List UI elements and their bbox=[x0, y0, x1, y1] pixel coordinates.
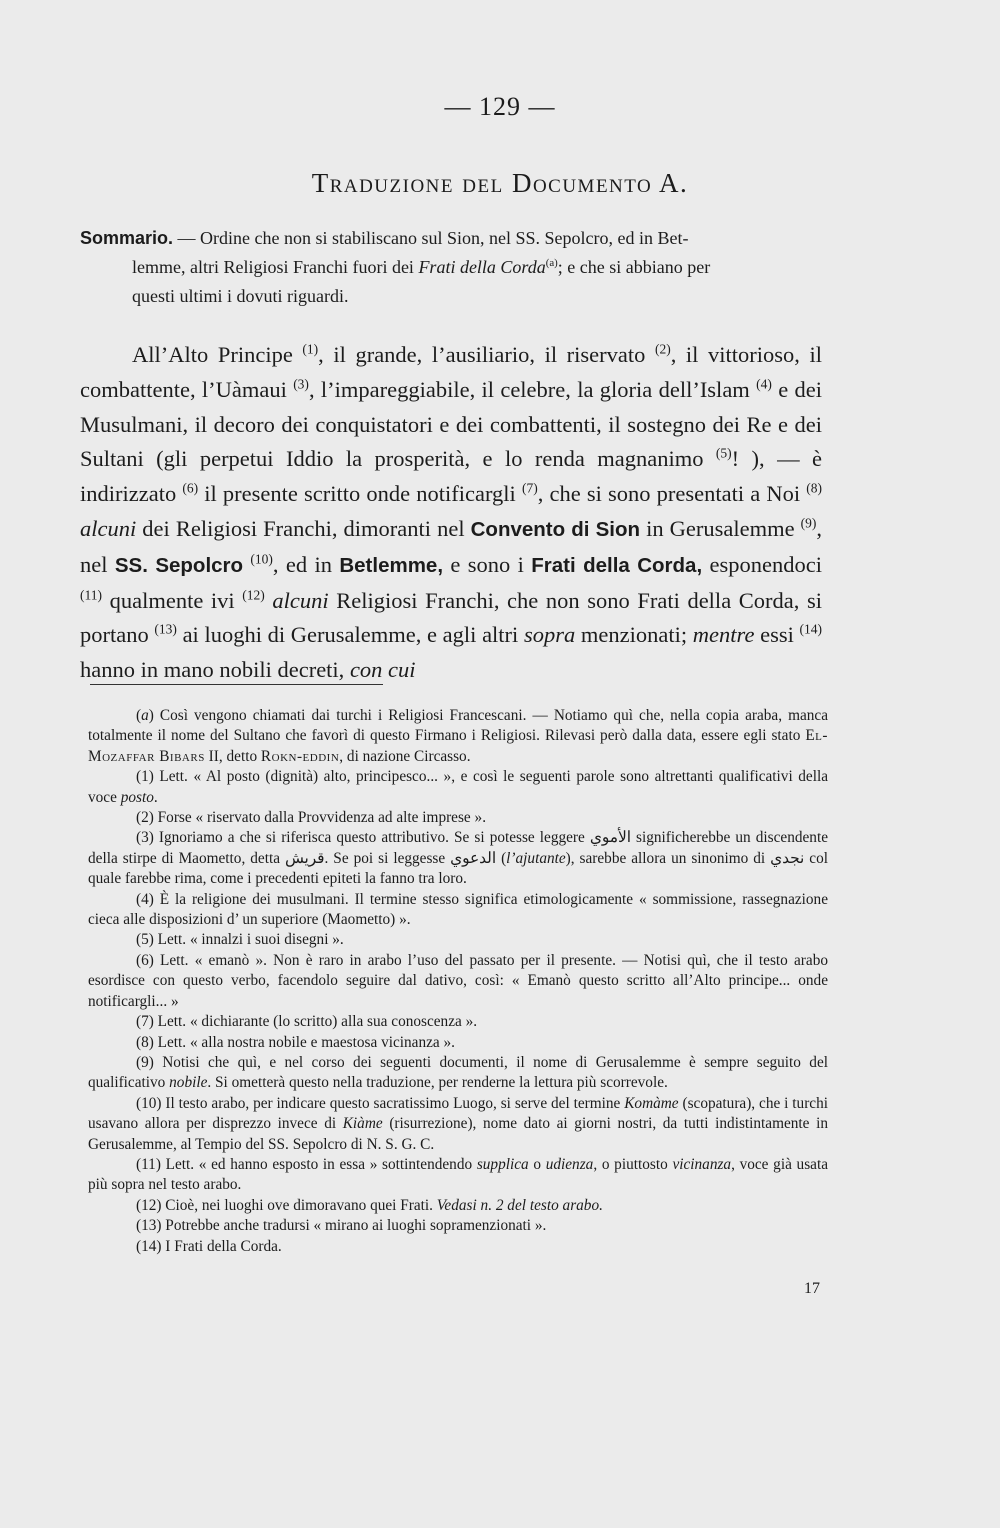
smallcaps-name: El-Mozaffar Bibars bbox=[88, 727, 828, 765]
text-run: in Gerusalemme bbox=[640, 515, 801, 541]
text-run: e sono i bbox=[443, 551, 532, 577]
text-run: (10) Il testo arabo, per indicare questo sacratissimo Luogo, si serve del termine bbox=[136, 1094, 625, 1112]
main-text bbox=[80, 338, 822, 688]
footnotes bbox=[88, 706, 828, 1257]
footnote bbox=[88, 1012, 828, 1032]
text-run: ( bbox=[136, 707, 142, 724]
footnote bbox=[88, 828, 828, 889]
text-run: essi bbox=[754, 622, 800, 648]
text-run: All’Alto Principe bbox=[132, 342, 303, 367]
text-run: (12) Cioè, nei luoghi ove dimoravano quei Frati. bbox=[136, 1196, 437, 1214]
footnote-ref: (1) bbox=[302, 341, 319, 357]
text-run: , che si sono presentati a Noi bbox=[537, 481, 807, 507]
footnote-ref: (11) bbox=[80, 587, 102, 603]
footnote-ref: (5) bbox=[715, 445, 732, 461]
italic-text: Komàme bbox=[624, 1094, 679, 1112]
text-run: dei Religiosi Franchi, dimoranti nel bbox=[136, 515, 471, 541]
summary-emphasis: Frati della Corda bbox=[418, 257, 546, 277]
text-run: , nel bbox=[80, 515, 823, 577]
text-run: menzionati; bbox=[575, 622, 693, 648]
footnote bbox=[88, 706, 828, 767]
page-number: — 129 — bbox=[444, 92, 556, 121]
text-run: (2) Forse « riservato dalla Provvidenza ad alte imprese ». bbox=[136, 809, 487, 827]
italic-text: posto bbox=[120, 788, 154, 806]
footnote bbox=[88, 1216, 828, 1236]
text-run: , voce già usata più sopra nel testo arabo. bbox=[88, 1155, 828, 1194]
text-run: (6) Lett. « emanò ». Non è raro in arabo l’uso del passato per il presente. — Notisi quì, che il testo arabo esordisce con questo verbo, facendolo seguire dal dativo, così: « Emanò questo scritto all’Alto principe... onde notificargli... » bbox=[88, 951, 828, 1010]
text-run: ! ), — è indirizzato bbox=[80, 446, 822, 507]
text-run: (9) Notisi che quì, e nel corso dei seguenti documenti, il nome di Gerusalemme è sempre seguito del qualificativo bbox=[88, 1053, 828, 1092]
summary-line-3: questi ultimi i dovuti riguardi. bbox=[132, 286, 349, 306]
text-run: , l’impareggiabile, il celebre, la gloria dell’Islam bbox=[308, 376, 757, 402]
footnote-ref: (8) bbox=[806, 480, 822, 496]
summary-label: Sommario. bbox=[80, 228, 174, 248]
text-run: o bbox=[528, 1155, 546, 1173]
text-run: e dei Musulmani, il decoro dei conquistatori e dei combattenti, il sostegno dei Re e dei Sultani (gli perpetui Iddio la prosperità, e lo renda magnanimo bbox=[80, 376, 822, 472]
text-run: (1) Lett. « Al posto (dignità) alto, principesco... », e così le seguenti parole sono altrettanti qualificativi della voce bbox=[88, 768, 828, 806]
text-run: . bbox=[153, 788, 158, 806]
summary-text: lemme, altri Religiosi Franchi fuori dei bbox=[132, 257, 419, 277]
page-title: Traduzione del Documento A. bbox=[311, 168, 689, 198]
footnote bbox=[88, 1033, 828, 1053]
italic-text: Kiàme bbox=[342, 1115, 383, 1133]
italic-text: a bbox=[141, 707, 149, 724]
footnote-ref: (6) bbox=[182, 480, 199, 496]
text-run: , di nazione Circasso. bbox=[339, 747, 471, 765]
smallcaps-name: Rokn-eddin bbox=[260, 747, 340, 765]
italic-text: l’ajutante bbox=[506, 849, 566, 867]
footnote bbox=[88, 1053, 828, 1094]
bold-text: Frati della Corda, bbox=[531, 553, 703, 577]
italic-text: vicinanza bbox=[672, 1155, 732, 1173]
text-run: . Si ometterà questo nella traduzione, per renderne la lettura più scorrevole. bbox=[207, 1074, 668, 1092]
footnote-ref: (7) bbox=[521, 480, 538, 496]
text-run: (3) Ignoriamo a che si riferisca questo attributivo. Se si potesse leggere الأموي significherebbe un discendente della stirpe di Maometto, detta قريش. Se poi si leggesse الدعوي ( bbox=[88, 829, 828, 867]
text-run: il presente scritto onde notificargli bbox=[198, 481, 522, 507]
italic-text: alcuni bbox=[80, 515, 137, 541]
bold-text: SS. Sepolcro bbox=[114, 553, 244, 577]
italic-text: con cui bbox=[349, 657, 416, 683]
text-run: ai luoghi di Gerusalemme, e agli altri bbox=[176, 622, 524, 648]
text-run: , il vittorioso, il combattente, l’Uàmaui bbox=[80, 342, 822, 402]
footnote bbox=[88, 1196, 828, 1216]
italic-text: mentre bbox=[692, 622, 755, 648]
signature-mark: 17 bbox=[804, 1280, 820, 1297]
text-run: (scopatura), che i turchi usavano allora per disprezzo invece di bbox=[88, 1094, 828, 1133]
summary bbox=[80, 224, 820, 311]
footnote-ref: (12) bbox=[242, 587, 265, 603]
footnote-ref: (14) bbox=[799, 621, 823, 637]
text-run: II, detto bbox=[204, 747, 261, 765]
footnote-ref: (4) bbox=[756, 376, 772, 392]
text-run: Religiosi Franchi, che non sono Frati della Corda, si portano bbox=[80, 587, 823, 648]
text-run: (13) Potrebbe anche tradursi « mirano ai luoghi sopramenzionati ». bbox=[136, 1217, 547, 1235]
text-run: , o piuttosto bbox=[593, 1155, 673, 1173]
text-run: ), sarebbe allora un sinonimo di نجدي col quale farebbe rima, come i precedenti epiteti la fanno tra loro. bbox=[88, 849, 828, 888]
text-run: (14) I Frati della Corda. bbox=[136, 1237, 282, 1255]
text-run: ) Così vengono chiamati dai turchi i Religiosi Francescani. — Notiamo quì che, nella copia araba, manca totalmente il nome del Sultano che favorì di questo Firmano i Religiosi. Rilevasi però dalla data, essere egli stato bbox=[88, 707, 828, 745]
summary-line-1: — Ordine che non si stabiliscano sul Sion, nel SS. Sepolcro, ed in Bet- bbox=[177, 228, 689, 248]
footnote bbox=[88, 890, 828, 931]
footnote bbox=[88, 767, 828, 808]
italic-text: Vedasi n. 2 del testo arabo. bbox=[436, 1196, 603, 1214]
main-paragraph bbox=[80, 338, 822, 688]
footnote bbox=[88, 951, 828, 1012]
text-run: hanno in mano nobili decreti, bbox=[80, 657, 350, 683]
footnote-ref: (a) bbox=[545, 257, 558, 269]
text-run: (5) Lett. « innalzi i suoi disegni ». bbox=[136, 931, 344, 949]
text-run: (7) Lett. « dichiarante (lo scritto) alla sua conoscenza ». bbox=[136, 1013, 478, 1031]
italic-text: supplica bbox=[476, 1155, 529, 1173]
text-run: qualmente ivi bbox=[102, 587, 243, 613]
text-run: (8) Lett. « alla nostra nobile e maestosa vicinanza ». bbox=[136, 1033, 455, 1051]
footnote-ref: (10) bbox=[250, 551, 273, 567]
bold-text: Convento di Sion bbox=[470, 517, 641, 541]
summary-line-2 bbox=[80, 253, 820, 311]
footnote bbox=[88, 808, 828, 828]
text-run: (11) Lett. « ed hanno esposto in essa » sottintendendo bbox=[136, 1155, 477, 1173]
footnote bbox=[88, 1155, 828, 1196]
footnote-ref: (9) bbox=[800, 515, 817, 531]
text-run: (risurrezione), nome dato ai giorni nostri, da tutti indistintamente in Gerusalemme, al Tempio del SS. Sepolcro di N. S. G. C. bbox=[88, 1115, 828, 1153]
italic-text: udienza bbox=[545, 1155, 594, 1173]
text-run: , il grande, l’ausiliario, il riservato bbox=[318, 342, 655, 367]
text-run: esponendoci bbox=[702, 551, 822, 577]
italic-text: alcuni bbox=[272, 587, 329, 613]
text-run: (4) È la religione dei musulmani. Il termine stesso significa etimologicamente « sommissione, rassegnazione cieca alle disposizioni d’ un superiore (Maometto) ». bbox=[88, 890, 828, 929]
summary-text: ; e che si abbiano per bbox=[557, 257, 711, 277]
footnote bbox=[88, 1094, 828, 1155]
footnote-ref: (2) bbox=[654, 341, 671, 357]
footnote-ref: (3) bbox=[293, 376, 309, 392]
footnote-ref: (13) bbox=[154, 621, 177, 637]
text-run: , ed in bbox=[272, 551, 340, 577]
bold-text: Betlemme, bbox=[339, 553, 444, 577]
footnote bbox=[88, 930, 828, 950]
footnote-divider bbox=[90, 684, 383, 685]
italic-text: nobile bbox=[169, 1074, 208, 1092]
footnote bbox=[88, 1237, 828, 1257]
italic-text: sopra bbox=[523, 622, 576, 648]
